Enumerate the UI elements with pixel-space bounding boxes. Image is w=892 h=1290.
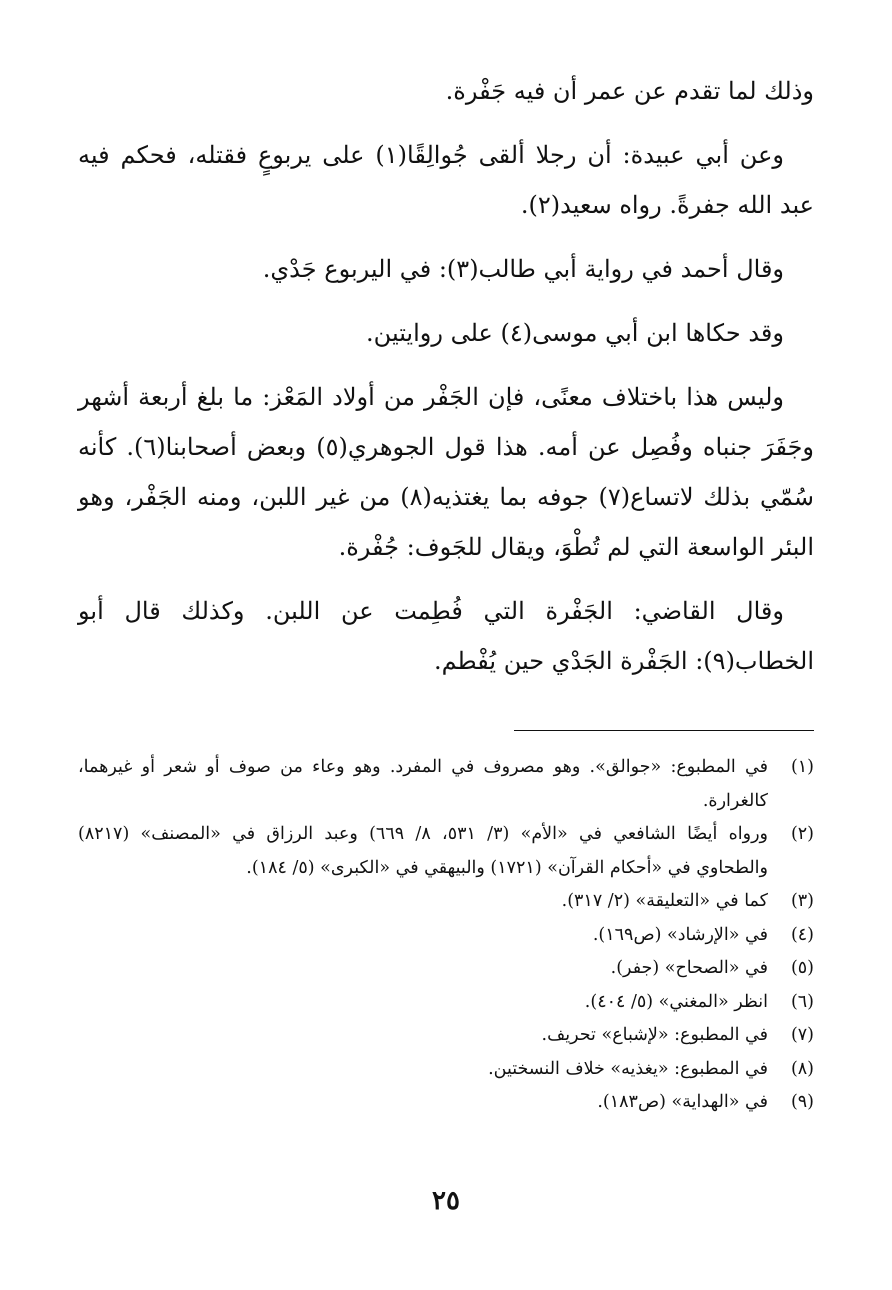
footnote bbox=[78, 1019, 814, 1053]
footnote-divider bbox=[514, 730, 814, 731]
footnote-text: في «الهداية» (ص١٨٣). bbox=[597, 1092, 768, 1112]
footnote bbox=[78, 919, 814, 953]
paragraph: وقال القاضي: الجَفْرة التي فُطِمت عن اللبن. وكذلك قال أبو الخطاب(٩): الجَفْرة الجَدْي حين يُفْطم. bbox=[78, 597, 814, 675]
footnote bbox=[78, 818, 814, 885]
footnote-text: في «الصحاح» (جفر). bbox=[610, 958, 768, 978]
footnote bbox=[78, 1053, 814, 1087]
paragraph: وعن أبي عبيدة: أن رجلا ألقى جُوالِقًا(١) على يربوعٍ فقتله، فحكم فيه عبد الله جفرةً. رواه سعيد(٢). bbox=[78, 141, 814, 219]
footnote bbox=[78, 885, 814, 919]
footnote bbox=[78, 952, 814, 986]
paragraph: وقال أحمد في رواية أبي طالب(٣): في اليربوع جَدْي. bbox=[262, 255, 784, 283]
footnote-number: (٩) bbox=[790, 1092, 814, 1112]
footnote-number: (١) bbox=[790, 757, 814, 777]
footnote-text: في «الإرشاد» (ص١٦٩). bbox=[592, 924, 768, 945]
footnote-text: كما في «التعليقة» (٢/ ٣١٧). bbox=[561, 891, 768, 911]
footnote-number: (٥) bbox=[790, 958, 814, 978]
footnote-text: في المطبوع: «لإشباع» تحريف. bbox=[541, 1025, 768, 1045]
page-number: ٢٥ bbox=[432, 1186, 460, 1216]
footnote-number: (٢) bbox=[790, 824, 814, 844]
main-text bbox=[78, 66, 814, 686]
footnote-number: (٧) bbox=[790, 1025, 814, 1045]
footnote-number: (٨) bbox=[790, 1058, 814, 1079]
footnote-number: (٣) bbox=[790, 891, 814, 911]
footnote-number: (٦) bbox=[790, 991, 814, 1012]
paragraph: وذلك لما تقدم عن عمر أن فيه جَفْرة. bbox=[445, 77, 814, 105]
footnote-text: ورواه أيضًا الشافعي في «الأم» (٣/ ٥٣١، ٨/ ٦٦٩) وعبد الرزاق في «المصنف» (٨٢١٧) والطحاوي في «أحكام القرآن» (١٧٢١) والبيهقي في «الكبرى» (٥/ ١٨٤). bbox=[78, 824, 768, 878]
footnote-text: في المطبوع: «جوالق». وهو مصروف في المفرد. وهو وعاء من صوف أو شعر أو غيرهما، كالغرارة. bbox=[78, 757, 768, 811]
footnote bbox=[78, 751, 814, 818]
footnote-number: (٤) bbox=[790, 924, 814, 945]
footnote bbox=[78, 986, 814, 1020]
footnotes bbox=[78, 751, 814, 1120]
paragraph: وليس هذا باختلاف معنًى، فإن الجَفْر من أولاد المَعْز: ما بلغ أربعة أشهر وجَفَرَ جنباه وفُصِل عن أمه. هذا قول الجوهري(٥) وبعض أصحابنا(٦). كأنه سُمّي بذلك لاتساع(٧) جوفه بما يغتذيه(٨) من غير اللبن، ومنه الجَفْر، وهو البئر الواسعة التي لم تُطْوَ، ويقال للجَوف: جُفْرة. bbox=[78, 383, 815, 561]
footnote bbox=[78, 1086, 814, 1120]
footnote-text: انظر «المغني» (٥/ ٤٠٤). bbox=[584, 991, 768, 1012]
footnote-text: في المطبوع: «يغذيه» خلاف النسختين. bbox=[488, 1058, 768, 1079]
paragraph: وقد حكاها ابن أبي موسى(٤) على روايتين. bbox=[366, 319, 784, 347]
